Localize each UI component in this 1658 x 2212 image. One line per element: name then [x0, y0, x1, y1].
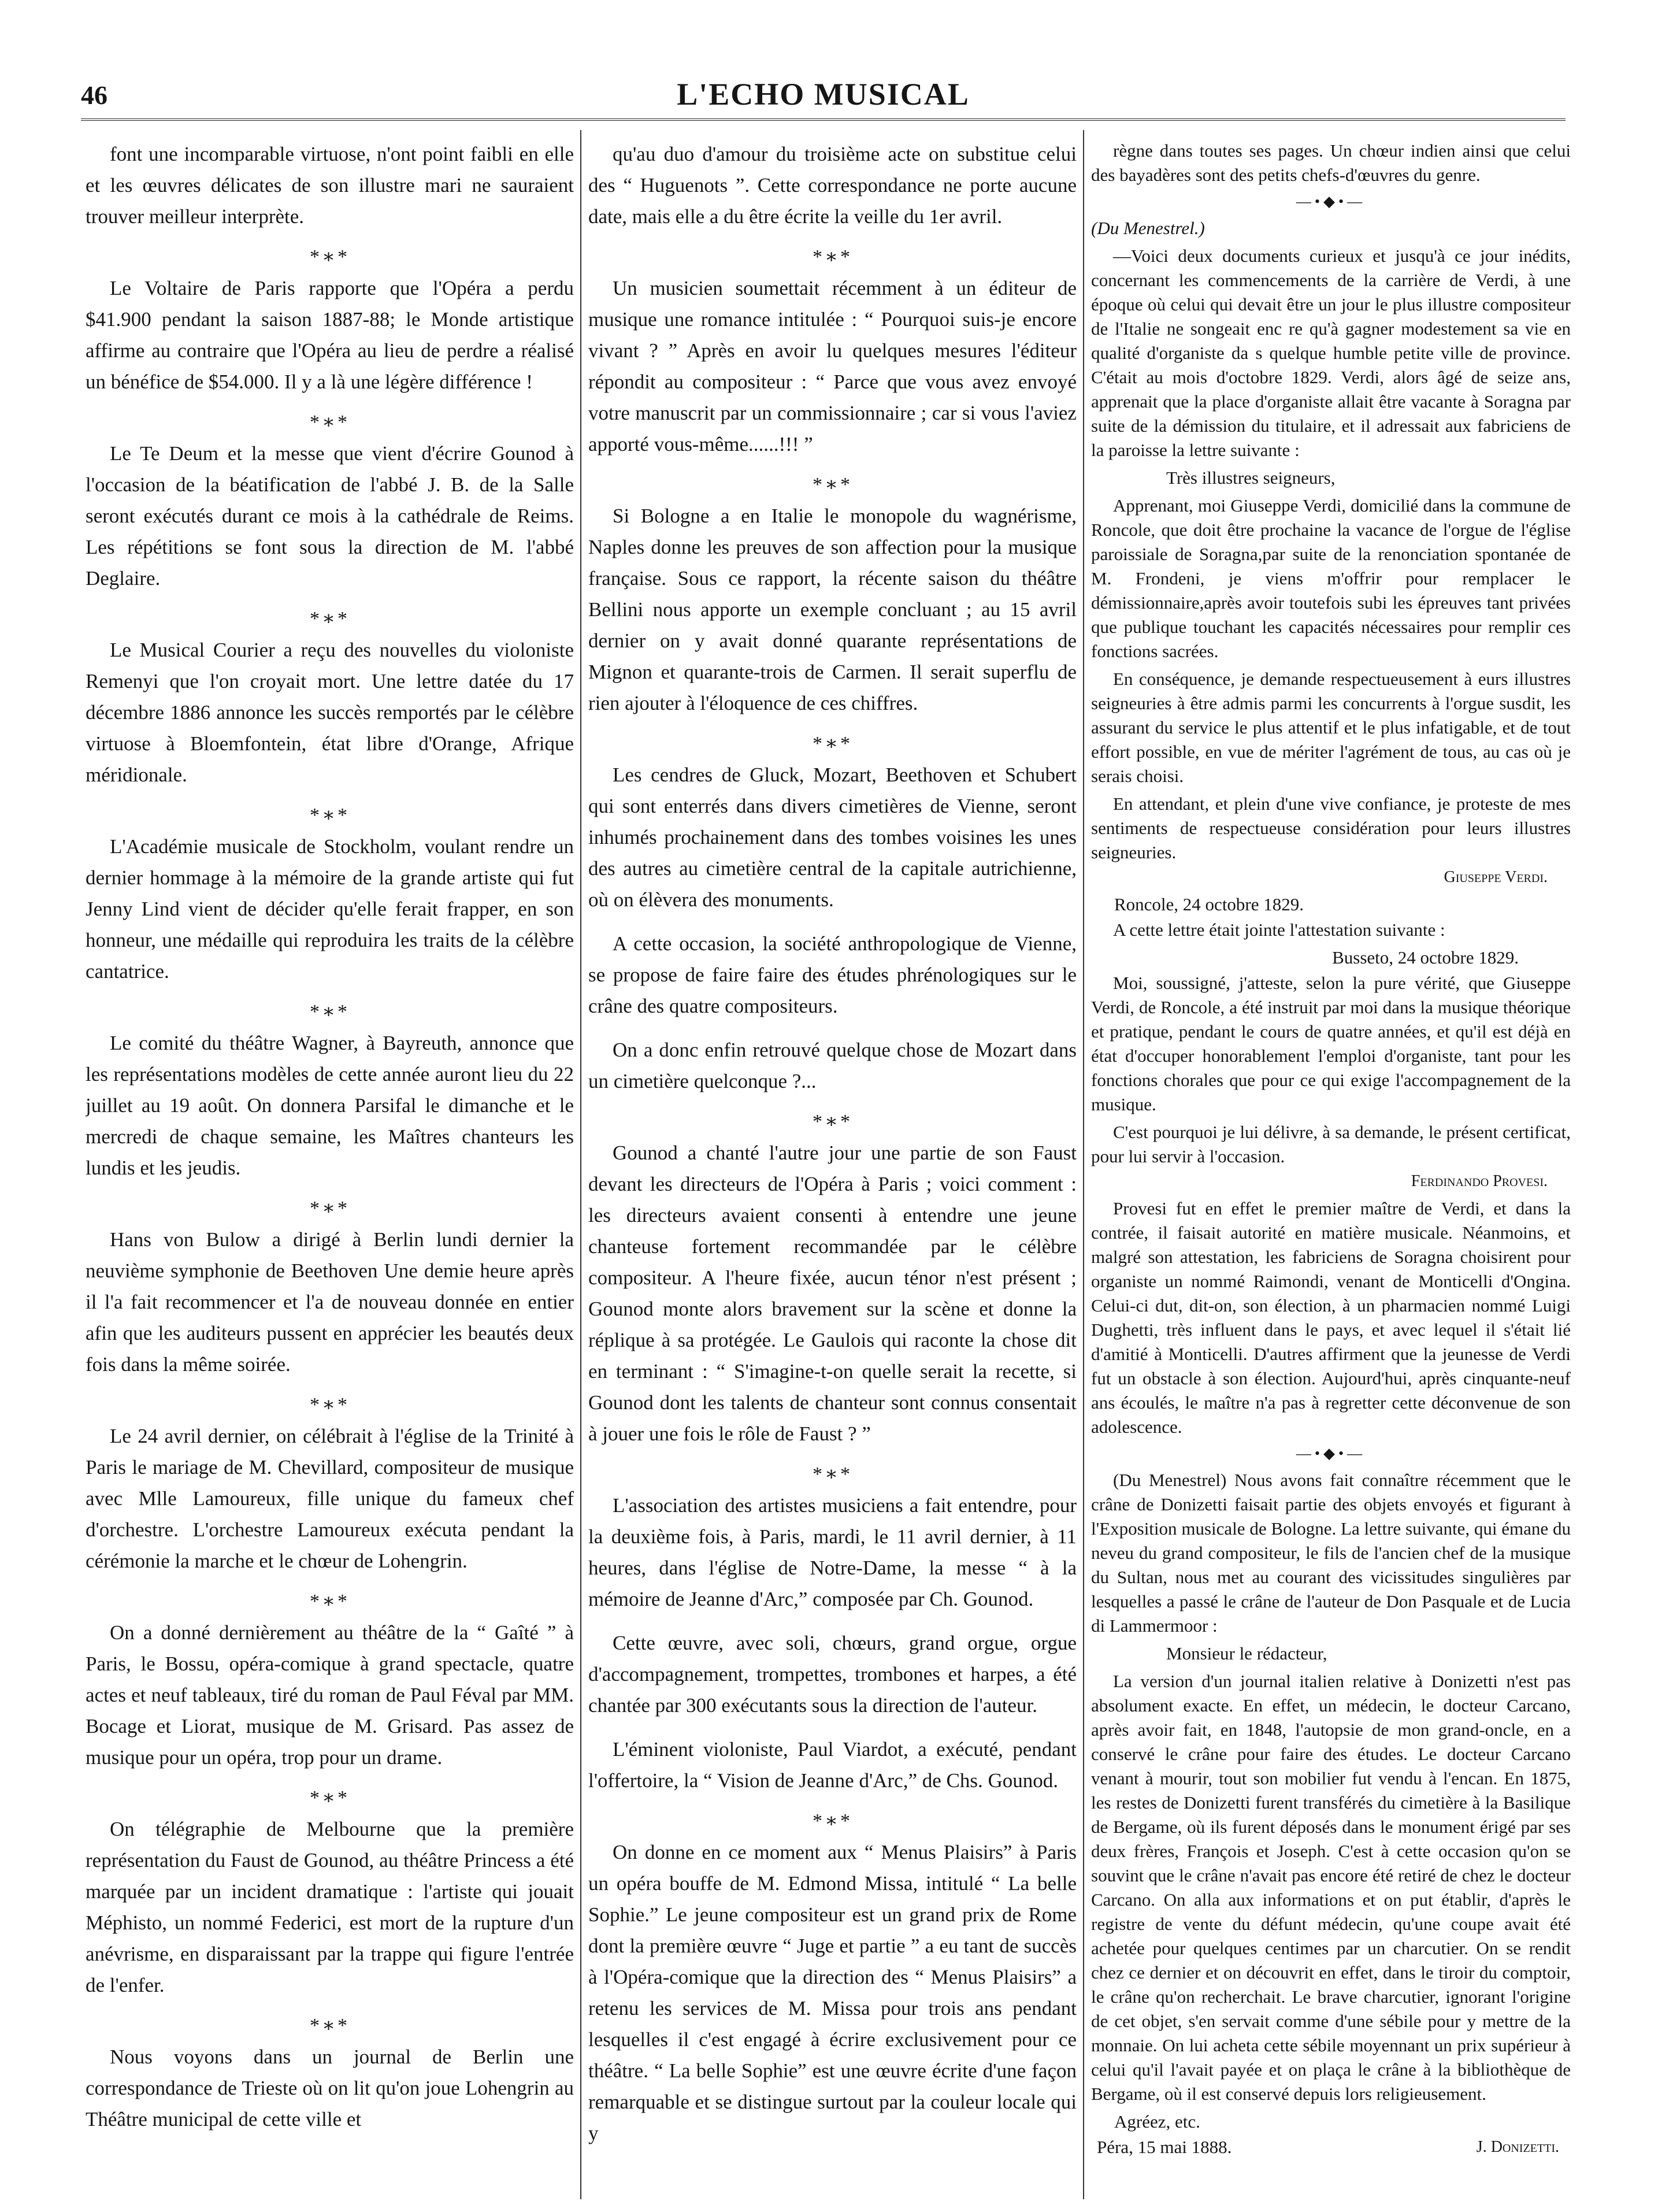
asterism-separator: *∗*: [309, 1001, 350, 1022]
column-3: [1091, 139, 1571, 2196]
divider-ornament: —•◆•—: [1296, 1445, 1366, 1462]
letter-signature: Giuseppe Verdi.: [1444, 868, 1548, 886]
letter-paragraph: En conséquence, je demande respectueusement à eurs illustres seigneuries à être admis parmi les concurrents à l'orgue susdit, les assurant du service le plus attentif et le plus infatigable, et de tout effort possible, en vue de mériter l'agrément de tous, au cas où je serais choisi.: [1091, 669, 1571, 786]
letter-dateline: Péra, 15 mai 1888.: [1097, 2137, 1232, 2157]
letter-salutation: Très illustres seigneurs,: [1166, 468, 1336, 488]
article-paragraph: Hans von Bulow a dirigé à Berlin lundi dernier la neuvième symphonie de Beethoven Une demie heure après il l'a fait recommencer et l'a de nouveau donnée en entier afin que les auditeurs pussent en apprécier les beautés deux fois dans la même soirée.: [86, 1228, 574, 1376]
asterism-separator: *∗*: [309, 412, 350, 433]
article-paragraph: Si Bologne a en Italie le monopole du wagnérisme, Naples donne les preuves de son affection pour la musique française. Sous ce rapport, la récente saison du théâtre Bellini nous apporte un exemple concluant ; au 15 avril dernier on y avait donné quarante représentations de Mignon et quarante-trois de Carmen. Il serait superflu de rien ajouter à l'éloquence de ces chiffres.: [588, 505, 1077, 714]
article-paragraph: On a donc enfin retrouvé quelque chose de Mozart dans un cimetière quelconque ?...: [588, 1039, 1077, 1092]
asterism-separator: *∗*: [309, 1787, 350, 1809]
asterism-separator: *∗*: [309, 2015, 350, 2036]
article-paragraph: Gounod a chanté l'autre jour une partie de son Faust devant les directeurs de l'Opéra à Paris ; voici comment : les directeurs avaient consenti à entendre une jeune chanteuse fortement recommandée par le célèbre compositeur. A l'heure fixée, aucun ténor n'est présent ; Gounod monte alors bravement sur la scène et donne la réplique à sa protégée. Le Gaulois qui raconte la chose dit en terminant : “ S'imagine-t-on quelle serait la recette, si Gounod dont les talents de chanteur sont connus consentait à jouer une fois le rôle de Faust ? ”: [588, 1142, 1077, 1445]
article-paragraph: A cette occasion, la société anthropologique de Vienne, se propose de faire faire des études phrénologiques sur le crâne des quatre compositeurs.: [588, 932, 1077, 1017]
letter-signature: Ferdinando Provesi.: [1411, 1172, 1548, 1190]
article-paragraph: On télégraphie de Melbourne que la première représentation du Faust de Gounod, au théâtre Princess a été marquée par un incident dramatique : l'artiste qui jouait Méphisto, un nommé Federici, est mort de la rupture d'un anévrisme, en disparaissant par la trappe qui figure l'entrée de l'enfer.: [86, 1818, 574, 1996]
letter-dateline: Roncole, 24 octobre 1829.: [1114, 894, 1304, 914]
page-header: [81, 68, 1566, 126]
letter-dateline: Busseto, 24 octobre 1829.: [1332, 947, 1519, 968]
column-rule: [580, 130, 581, 2199]
article-paragraph: On a donné dernièrement au théâtre de la “ Gaîté ” à Paris, le Bossu, opéra-comique à grand spectacle, quatre actes et neuf tableaux, tiré du roman de Paul Féval par MM. Bocage et Liorat, musique de M. Grisard. Pas assez de musique pour un opéra, trop pour un drame.: [86, 1621, 574, 1769]
article-paragraph: Nous voyons dans un journal de Berlin une correspondance de Trieste où on lit qu'on joue Lohengrin au Théâtre municipal de cette ville et: [86, 2046, 574, 2131]
asterism-separator: *∗*: [812, 246, 853, 268]
asterism-separator: *∗*: [309, 805, 350, 826]
article-paragraph: A cette lettre était jointe l'attestation suivante :: [1113, 920, 1445, 940]
asterism-separator: *∗*: [309, 1394, 350, 1416]
article-paragraph: font une incomparable virtuose, n'ont point faibli en elle et les œuvres délicates de son illustre mari ne sauraient trouver meilleur interprète.: [86, 143, 574, 228]
source-credit: (Du Menestrel.): [1091, 218, 1205, 238]
header-rule: [81, 118, 1566, 123]
article-paragraph: qu'au duo d'amour du troisième acte on substitue celui des “ Huguenots ”. Cette correspondance ne porte aucune date, mais elle a du être écrite la veille du 1er avril.: [588, 143, 1077, 228]
page-number: 46: [81, 80, 107, 110]
column-rule: [1083, 130, 1084, 2199]
letter-paragraph: Moi, soussigné, j'atteste, selon la pure vérité, que Giuseppe Verdi, de Roncole, a été instruit par moi dans la musique théorique et pratique, pendant le cours de quatre années, et qu'il est déjà en état d'occuper honorablement l'emploi d'organiste, tant pour les fonctions chorales que pour ce qui exige l'accompagnement de la musique.: [1091, 973, 1571, 1114]
article-paragraph: —Voici deux documents curieux et jusqu'à ce jour inédits, concernant les commencements de la carrière de Verdi, à une époque où celui qui devait être un jour le plus illustre compositeur de l'Italie ne songeait enc re qu'à gagner modestement sa vie en qualité d'organiste da s quelque humble petite ville de province. C'était au mois d'octobre 1829. Verdi, alors âgé de seize ans, apprenait que la place d'organiste allait être vacante à Soragna par suite de la démission du titulaire, et il adressait aux fabriciens de la paroisse la lettre suivante :: [1091, 246, 1571, 460]
asterism-separator: *∗*: [812, 733, 853, 754]
article-paragraph: On donne en ce moment aux “ Menus Plaisirs” à Paris un opéra bouffe de M. Edmond Missa, intitulé “ La belle Sophie.” Le jeune compositeur est un grand prix de Rome dont la première œuvre “ Juge et partie ” a eu tant de succès à l'Opéra-comique que la direction des “ Menus Plaisirs” a retenu les services de M. Missa pour trois ans pendant lesquelles il c'est engagé à écrire exclusivement pour ce théâtre. “ La belle Sophie” est une œuvre écrite d'une façon remarquable et se distingue surtout par la couleur locale qui y: [588, 1841, 1077, 2144]
asterism-separator: *∗*: [309, 1591, 350, 1612]
asterism-separator: *∗*: [812, 1810, 853, 1832]
column-2: [588, 139, 1077, 2196]
letter-closing: Agréez, etc.: [1114, 2111, 1200, 2132]
letter-signature: J. Donizetti.: [1476, 2138, 1559, 2156]
article-paragraph: L'éminent violoniste, Paul Viardot, a exécuté, pendant l'offertoire, la “ Vision de Jeanne d'Arc,” de Chs. Gounod.: [588, 1738, 1077, 1792]
divider-ornament: —•◆•—: [1296, 193, 1366, 210]
letter-paragraph: Apprenant, moi Giuseppe Verdi, domicilié dans la commune de Roncole, que doit être prochaine la vacance de l'orgue de l'église paroissiale de Soragna,par suite de la renonciation spontanée de M. Frondeni, je viens m'offrir pour remplacer le démissionnaire,après avoir toutefois subi les épreuves tant privées que publique touchant les capacités nécessaires pour remplir ces fonctions sacrées.: [1091, 495, 1571, 661]
article-paragraph: L'Académie musicale de Stockholm, voulant rendre un dernier hommage à la mémoire de la grande artiste qui fut Jenny Lind vient de décider qu'elle ferait frapper, en son honneur, une médaille qui reproduira les traits de la célèbre cantatrice.: [86, 835, 574, 983]
asterism-separator: *∗*: [812, 474, 853, 495]
journal-title: L'ECHO MUSICAL: [677, 77, 970, 112]
asterism-separator: *∗*: [309, 608, 350, 629]
asterism-separator: *∗*: [812, 1111, 853, 1132]
article-paragraph: Un musicien soumettait récemment à un éditeur de musique une romance intitulée : “ Pourquoi suis-je encore vivant ? ” Après en avoir lu quelques mesures l'éditeur répondit au compositeur : “ Parce que vous avez envoyé votre manuscrit par un commissionnaire ; car si vous l'aviez apporté vous-même......!!! ”: [588, 277, 1077, 455]
article-paragraph: L'association des artistes musiciens a fait entendre, pour la deuxième fois, à Paris, mardi, le 11 avril dernier, à 11 heures, dans l'église de Notre-Dame, la messe “ à la mémoire de Jeanne d'Arc,” composée par Ch. Gounod.: [588, 1494, 1077, 1610]
asterism-separator: *∗*: [309, 246, 350, 268]
article-paragraph: Cette œuvre, avec soli, chœurs, grand orgue, orgue d'accompagnement, trompettes, trombones et harpes, a été chantée par 300 exécutants sous la direction de l'auteur.: [588, 1632, 1077, 1717]
article-paragraph: Le comité du théâtre Wagner, à Bayreuth, annonce que les représentations modèles de cette année auront lieu du 22 juillet au 19 août. On donnera Parsifal le dimanche et le mercredi de chaque semaine, les Maîtres chanteurs les lundis et les jeudis.: [86, 1032, 574, 1179]
article-paragraph: Le Te Deum et la messe que vient d'écrire Gounod à l'occasion de la béatification de l'abbé J. B. de la Salle seront exécutés durant ce mois à la cathédrale de Reims. Les répétitions se font sous la direction de M. l'abbé Deglaire.: [86, 442, 574, 590]
letter-paragraph: En attendant, et plein d'une vive confiance, je proteste de mes sentiments de respectueuse considération pour leurs illustres seigneuries.: [1091, 794, 1571, 862]
letter-salutation: Monsieur le rédacteur,: [1166, 1643, 1327, 1663]
letter-paragraph: La version d'un journal italien relative à Donizetti n'est pas absolument exacte. En effet, un médecin, le docteur Carcano, après avoir fait, en 1848, l'autopsie de mon grand-oncle, en a conservé le crâne pour faire des études. Le docteur Carcano venant à mourir, tout son mobilier fut vendu à l'encan. En 1875, les restes de Donizetti furent transférés du cimetière à la Basilique de Bergame, où ils furent déposés dans le monument érigé par ses deux frères, François et Joseph. C'est à cette occasion qu'on se souvint que le crâne n'avait pas encore été retiré de chez le docteur Carcano. On alla aux informations et on put établir, d'après le registre de vente du défunt médecin, qu'une coupe avait été achetée pour quelques centimes par un charcutier. On se rendit chez ce dernier et on découvrit en effet, dans le tiroir du comptoir, le crâne qu'on recherchait. Le brave charcutier, ignorant l'origine de cet objet, s'en servait comme d'une sébile pour y mettre de la monnaie. On lui acheta cette sébile moyennant un prix supérieur à celui qu'il l'avait payée et on plaça le crâne à la bibliothèque de Bergame, où il est conservé depuis lors religieusement.: [1091, 1671, 1571, 2104]
asterism-separator: *∗*: [309, 1198, 350, 1219]
article-paragraph: (Du Menestrel) Nous avons fait connaître récemment que le crâne de Donizetti faisait partie des objets envoyés et figurant à l'Exposition musicale de Bologne. La lettre suivante, qui émane du neveu du grand compositeur, le fils de l'ancien chef de la musique du Sultan, nous met au courant des vicissitudes singulières par lesquelles a passé le crâne de l'auteur de Don Pasquale et de Lucia di Lammermoor :: [1091, 1470, 1571, 1636]
article-paragraph: règne dans toutes ses pages. Un chœur indien ainsi que celui des bayadères sont des petits chefs-d'œuvres du genre.: [1091, 140, 1571, 185]
article-paragraph: Provesi fut en effet le premier maître de Verdi, et dans la contrée, il faisait autorité en matière musicale. Néanmoins, et malgré son attestation, les fabriciens de Soragna choisirent pour organiste un nommé Raimondi, venant de Monticelli d'Ongina. Celui-ci dut, dit-on, son élection, à un pharmacien nommé Luigi Dughetti, très influent dans le pays, et avec lequel il s'était lié d'amitié à Monticelli. D'autres affirment que la jeunesse de Verdi fut un obstacle à son élection. Aujourd'hui, après cinquante-neuf ans écoulés, le maître n'a pas à regretter cette déconvenue de son adolescence.: [1091, 1198, 1571, 1437]
article-paragraph: Les cendres de Gluck, Mozart, Beethoven et Schubert qui sont enterrés dans divers cimetières de Vienne, seront inhumés prochainement dans des tombes voisines les unes des autres au cimetière central de la capitale autrichienne, où on élèvera des monuments.: [588, 764, 1077, 911]
article-paragraph: Le Musical Courier a reçu des nouvelles du violoniste Remenyi que l'on croyait mort. Une lettre datée du 17 décembre 1886 annonce les succès remportés par le célèbre virtuose à Bloemfontein, état libre d'Orange, Afrique méridionale.: [86, 639, 574, 786]
article-paragraph: Le Voltaire de Paris rapporte que l'Opéra a perdu $41.900 pendant la saison 1887-88; le Monde artistique affirme au contraire que l'Opéra au lieu de perdre a réalisé un bénéfice de $54.000. Il y a là une légère différence !: [86, 277, 574, 393]
letter-footer: [1091, 2135, 1571, 2159]
letter-paragraph: C'est pourquoi je lui délivre, à sa demande, le présent certificat, pour lui servir à l'occasion.: [1091, 1122, 1571, 1166]
asterism-separator: *∗*: [812, 1463, 853, 1485]
column-1: [86, 139, 574, 2196]
article-paragraph: Le 24 avril dernier, on célébrait à l'église de la Trinité à Paris le mariage de M. Chevillard, compositeur de musique avec Mlle Lamoureux, fille unique du fameux chef d'orchestre. L'orchestre Lamoureux exécuta pendant la cérémonie la marche et le chœur de Lohengrin.: [86, 1425, 574, 1572]
